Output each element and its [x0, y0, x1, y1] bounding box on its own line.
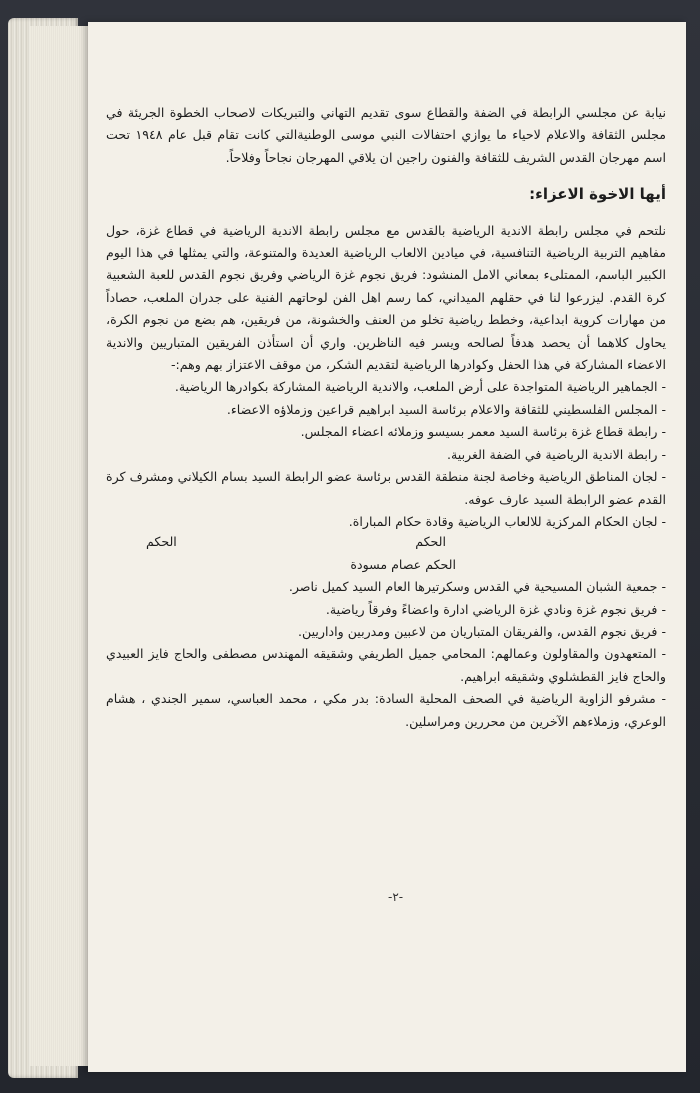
list-item: - مشرفو الزاوية الرياضية في الصحف المحلية السادة: بدر مكي ، محمد العباسي، سمير الجندي ، هشام الوعري، وزملاءهم الآخرين من محررين ومراسلين. — [106, 691, 666, 729]
referee-label: الحكم — [415, 534, 446, 550]
list-item: - رابطة الاندية الرياضية في الضفة الغربية. — [447, 446, 666, 462]
section-heading: أيها الاخوة الاعزاء: — [529, 185, 666, 204]
list-item: - المتعهدون والمقاولون وعمالهم: المحامي جميل الطريفي وشقيقه المهندس مصطفى والحاج فايز العبيدي والحاج فايز القطشلوي وشقيقه ابراهيم. — [106, 646, 666, 684]
list-item: - جمعية الشبان المسيحية في القدس وسكرتيرها العام السيد كميل ناصر. — [288, 579, 666, 595]
list-item: - فريق نجوم القدس، والفريقان المتباريان من لاعبين ومدربين واداريين. — [298, 623, 666, 639]
thanks-list-continued — [106, 576, 666, 733]
list-item: - رابطة قطاع غزة برئاسة السيد معمر بسيسو وزملائه اعضاء المجلس. — [300, 424, 666, 440]
list-item: - الجماهير الرياضية المتواجدة على أرض الملعب، والاندية الرياضية المشاركة بكوادرها الرياضية. — [174, 379, 666, 395]
document-body — [106, 102, 666, 733]
page-number: -٢- — [388, 890, 404, 904]
main-paragraph: نلتحم في مجلس رابطة الاندية الرياضية بالقدس مع مجلس رابطة الاندية الرياضية في قطاع غزة، حول مفاهيم التربية الرياضية التنافسية، في ميادين الالعاب الرياضية العديدة والمتنوعة، والتي يمثلها في هذا اليوم الكبير الباسم، الممتلىء بمعاني الامل المنشود: فريق نجوم غزة الرياضي وفريق نجوم القدس للعبة الشعبية كرة القدم. ليزرعوا لنا في حقلهم الميداني، كما رسم اهل الفن لوحاتهم الفنية على جدران الملعب، حصاداً من مهارات كروية ابداعية، وخطط رياضية تخلو من العنف والخشونة، من فريقين، هم بضع من نجوم الكرة، يحاول كلاهما أن يحصد هدفاً لصالحه ويسر فيه الناظرين. واري أن استأذن الفريقين المتباريين والاندية الاعضاء المشاركة في هذا الحفل وكوادرها الرياضية لتقديم الشكر، من موقف الاعتزاز بهم وهم:- — [106, 222, 666, 373]
referee-labels — [146, 531, 446, 553]
page-stack — [30, 26, 90, 1066]
list-item: - لجان الحكام المركزية للالعاب الرياضية وقادة حكام المباراة. — [348, 513, 666, 529]
document-page — [88, 22, 686, 1072]
referee-name-line: الحكم عصام مسودة — [350, 556, 456, 572]
referee-label: الحكم — [146, 534, 177, 550]
thanks-list — [106, 376, 666, 533]
list-item: - المجلس الفلسطيني للثقافة والاعلام برئاسة السيد ابراهيم قراعين وزملاؤه الاعضاء. — [226, 401, 666, 417]
list-item: - لجان المناطق الرياضية وخاصة لجنة منطقة القدس برئاسة عضو الرابطة السيد بسام الكيلاني ومشرف كرة القدم عضو الرابطة السيد عارف عوفه. — [106, 469, 666, 507]
intro-paragraph: نيابة عن مجلسي الرابطة في الضفة والقطاع سوى تقديم التهاني والتبريكات لاصحاب الخطوة الجريئة في مجلس الثقافة والاعلام لاحياء ما يوازي احتفالات النبي موسى الوطنيةالتي كانت تقام قبل عام ١٩٤٨ تحت اسم مهرجان القدس الشريف للثقافة والفنون راجين ان يلاقي المهرجان نجاحاً وفلاحاً. — [106, 105, 666, 165]
list-item: - فريق نجوم غزة ونادي غزة الرياضي ادارة واعضاءً وفرقاً رياضية. — [325, 601, 666, 617]
